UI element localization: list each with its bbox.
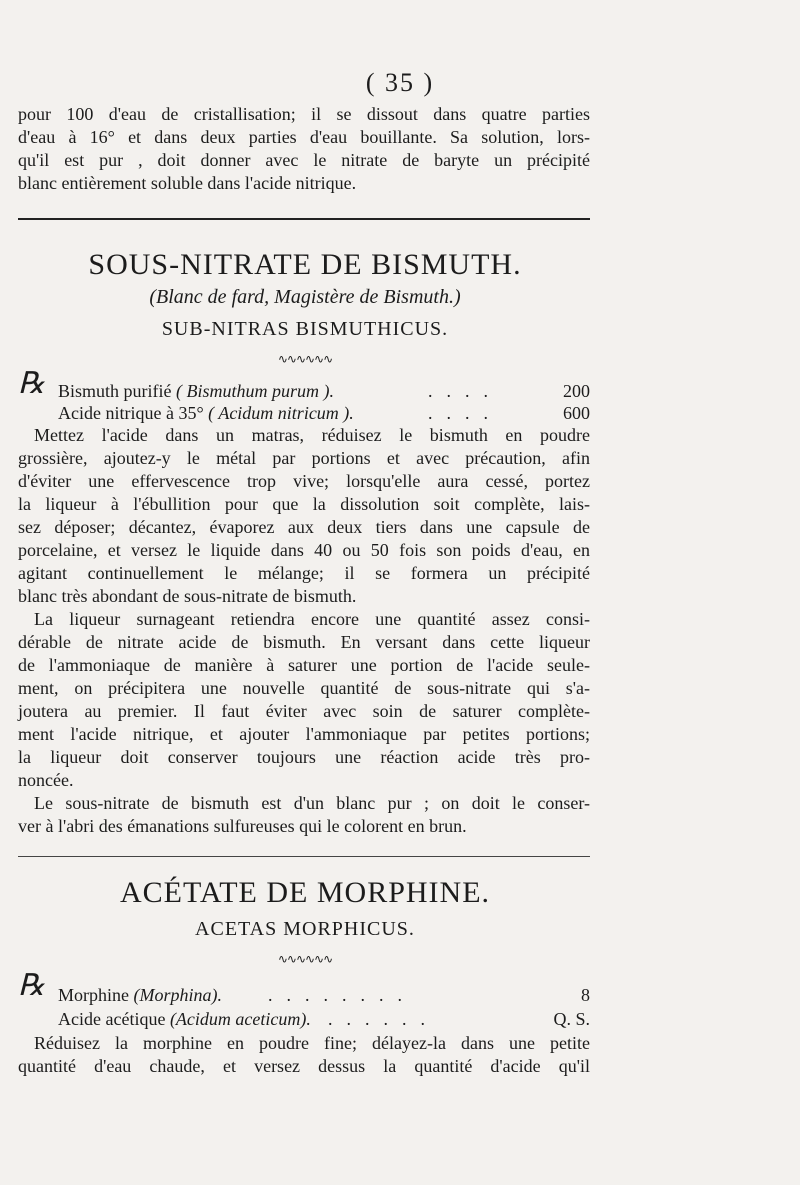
leader-dots: .... — [428, 403, 502, 423]
section-synonyms: (Blanc de fard, Magistère de Bismuth.) — [149, 286, 461, 308]
text-line: Réduisez la morphine en poudre fine; délayez-la dans une petite — [34, 1033, 590, 1053]
text-line: d'eau à 16° et dans deux parties d'eau bouillante. Sa solution, lors- — [18, 127, 590, 147]
ingredient-latin: (Acidum aceticum). — [169, 1009, 311, 1029]
text-line: de l'ammoniaque de manière à saturer une portion de l'acide seule- — [18, 655, 590, 675]
text-line: ver à l'abri des émanations sulfureuses qui le colorent en brun. — [18, 816, 467, 836]
ingredient-name: Morphine — [58, 985, 129, 1005]
ingredient-row — [58, 380, 590, 402]
ingredient-latin: (Morphina). — [133, 985, 222, 1005]
text-line: pour 100 d'eau de cristallisation; il se dissout dans quatre parties — [18, 104, 590, 124]
text-line: quantité d'eau chaude, et versez dessus la quantité d'acide qu'il — [18, 1056, 590, 1076]
text-line: qu'il est pur , doit donner avec le nitrate de baryte un précipité — [18, 150, 590, 170]
ingredient-quantity: 8 — [581, 985, 590, 1005]
ingredient-latin: ( Bismuthum purum ). — [176, 381, 334, 401]
section-title: ACÉTATE DE MORPHINE. — [119, 876, 491, 909]
recipe-symbol: ℞ — [18, 367, 45, 400]
section-divider — [18, 856, 590, 857]
section-latin-name: ACETAS MORPHICUS. — [195, 918, 415, 940]
text-line: la liqueur à l'ébullition pour que la dissolution soit complète, lais- — [18, 494, 590, 514]
section-latin-name: SUB-NITRAS BISMUTHICUS. — [161, 318, 449, 340]
ingredient-quantity: 200 — [563, 381, 590, 401]
ingredient-row — [58, 1008, 590, 1030]
text-line: ment l'acide nitrique, et ajouter l'ammoniaque par petites portions; — [18, 724, 590, 744]
text-line: dérable de nitrate acide de bismuth. En versant dans cette liqueur — [18, 632, 590, 652]
section-title: SOUS-NITRATE DE BISMUTH. — [88, 248, 522, 281]
text-line: sez déposer; décantez, évaporez aux deux tiers dans une capsule de — [18, 517, 590, 537]
text-line: agitant continuellement le mélange; il se formera un précipité — [18, 563, 590, 583]
ingredient-name: Acide acétique — [58, 1009, 166, 1029]
text-line: noncée. — [18, 770, 74, 790]
text-line: grossière, ajoutez-y le métal par portions et avec précaution, afin — [18, 448, 590, 468]
leader-dots: .... — [428, 381, 502, 401]
text-line: Le sous-nitrate de bismuth est d'un blanc pur ; on doit le conser- — [34, 793, 590, 813]
text-line: porcelaine, et versez le liquide dans 40 ou 50 fois son poids d'eau, en — [18, 540, 590, 560]
text-line: La liqueur surnageant retiendra encore une quantité assez consi- — [34, 609, 590, 629]
ingredient-row — [58, 402, 590, 424]
ingredient-name: Acide nitrique à 35° — [58, 403, 204, 423]
leader-dots: ........ — [268, 985, 416, 1005]
ingredient-quantity: Q. S. — [553, 1009, 590, 1029]
text-line: blanc très abondant de sous-nitrate de bismuth. — [18, 586, 357, 606]
recipe-symbol: ℞ — [18, 969, 45, 1002]
ingredient-row — [58, 984, 590, 1006]
page-number: ( 35 ) — [365, 68, 435, 97]
text-line: d'éviter une effervescence trop vive; lorsqu'elle aura cessé, portez — [18, 471, 590, 491]
text-line: blanc entièrement soluble dans l'acide nitrique. — [18, 173, 357, 193]
section-divider — [18, 218, 590, 220]
text-line: Mettez l'acide dans un matras, réduisez le bismuth en poudre — [34, 425, 590, 445]
ornament: ∿∿∿∿∿∿ — [277, 952, 333, 966]
text-line: ment, on précipitera une nouvelle quantité de sous-nitrate qui s'a- — [18, 678, 590, 698]
text-line: joutera au premier. Il faut éviter avec soin de saturer complète- — [18, 701, 590, 721]
ingredient-latin: ( Acidum nitricum ). — [208, 403, 354, 423]
ingredient-name: Bismuth purifié — [58, 381, 172, 401]
ornament: ∿∿∿∿∿∿ — [277, 352, 333, 366]
text-line: la liqueur doit conserver toujours une réaction acide très pro- — [18, 747, 590, 767]
leader-dots: ...... — [328, 1009, 439, 1029]
ingredient-quantity: 600 — [563, 403, 590, 423]
